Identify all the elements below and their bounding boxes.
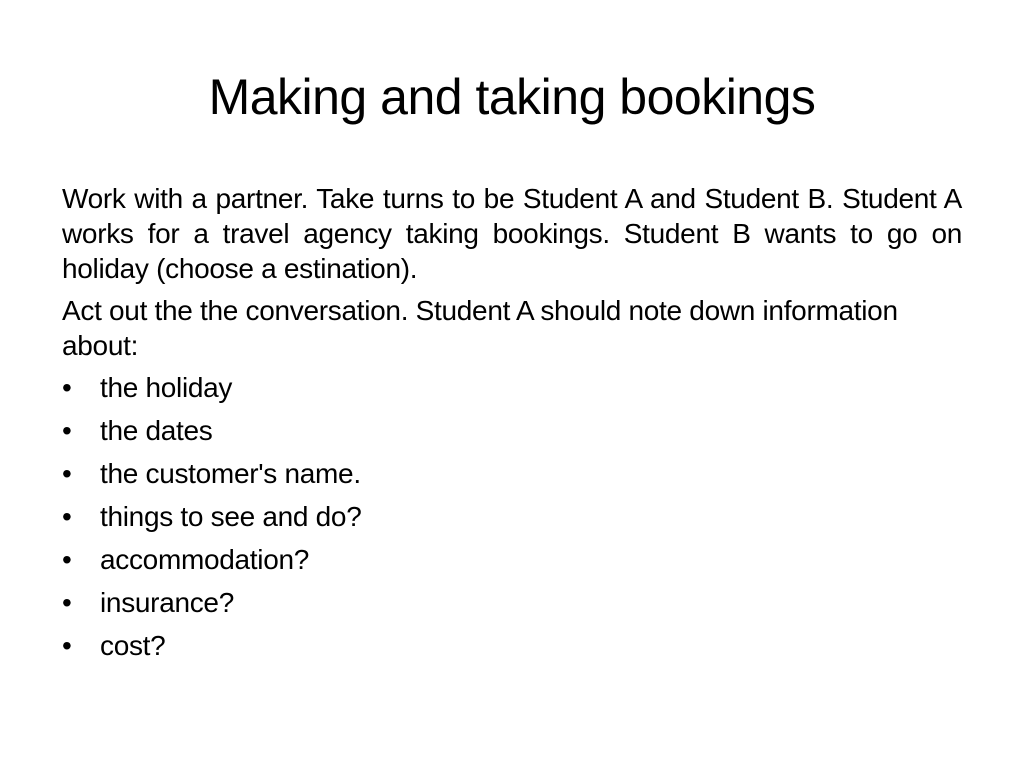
slide-body [62, 181, 962, 671]
bullet-item-cost [62, 628, 962, 671]
bullet-text: accommodation? [100, 544, 310, 575]
bullet-icon: • [62, 630, 72, 661]
bullet-icon: • [62, 415, 72, 446]
bullet-text: things to see and do? [100, 501, 362, 532]
bullet-item-things-to-do [62, 499, 962, 542]
bullet-item-insurance [62, 585, 962, 628]
bullet-item-holiday [62, 370, 962, 413]
bullet-item-customer-name [62, 456, 962, 499]
bullet-icon: • [62, 458, 72, 489]
bullet-item-dates [62, 413, 962, 456]
bullet-text: the customer's name. [100, 458, 361, 489]
bullet-item-accommodation [62, 542, 962, 585]
bullet-text: the dates [100, 415, 213, 446]
bullet-text: the holiday [100, 372, 233, 403]
task-paragraph: Act out the the conversation. Student A should note down information about: [62, 295, 898, 361]
bullet-icon: • [62, 501, 72, 532]
slide-title: Making and taking bookings [208, 69, 816, 125]
bullet-list [62, 370, 962, 671]
bullet-icon: • [62, 587, 72, 618]
bullet-icon: • [62, 544, 72, 575]
bullet-icon: • [62, 372, 72, 403]
bullet-text: cost? [100, 630, 166, 661]
instructions-paragraph: Work with a partner. Take turns to be Student A and Student B. Student A works for a travel agency taking bookings. Student B wants to go on holiday (choose a estination). [62, 183, 962, 284]
bullet-text: insurance? [100, 587, 234, 618]
